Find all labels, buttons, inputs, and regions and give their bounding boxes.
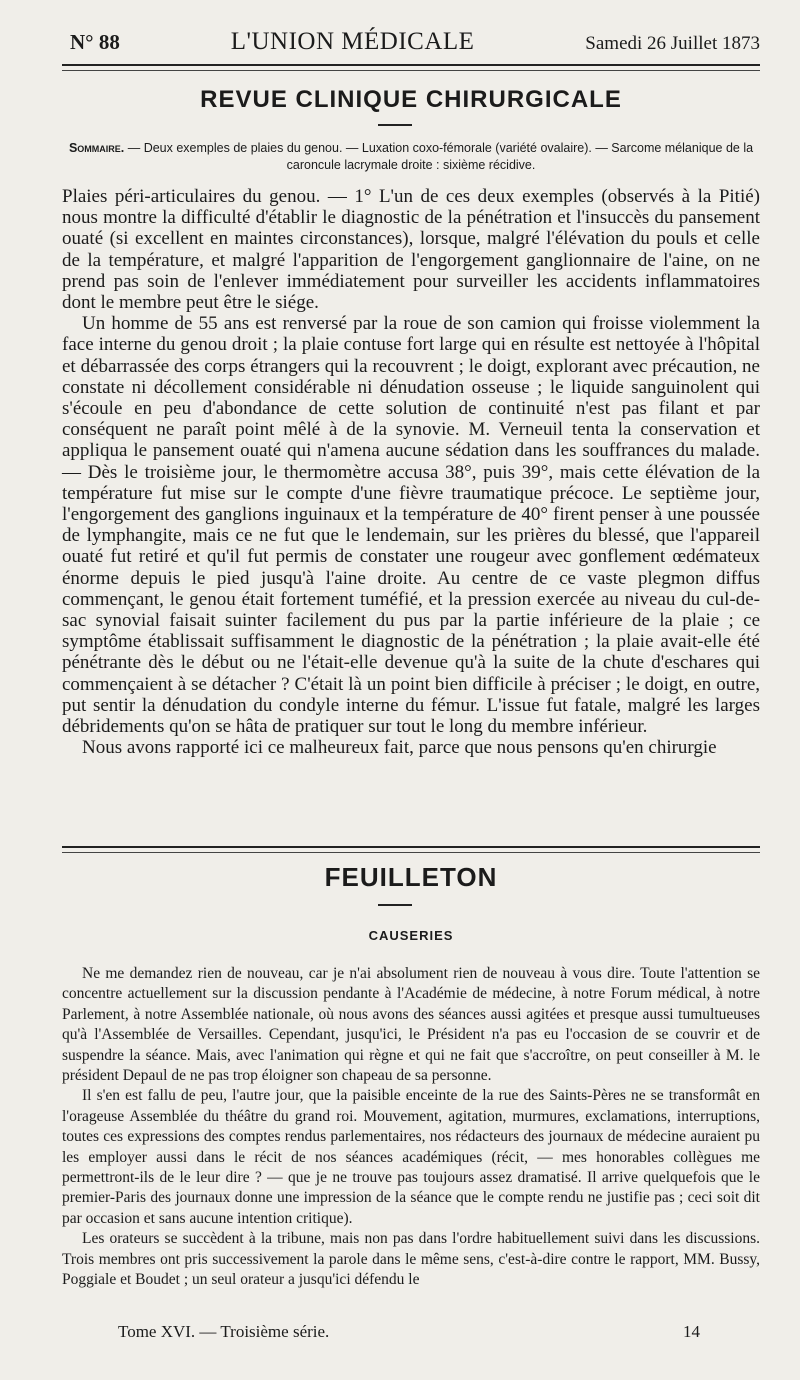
summary-label: Sommaire. xyxy=(68,141,125,155)
revue-body xyxy=(62,186,760,758)
volume-info: Tome XVI. — Troisième série. xyxy=(118,1322,330,1341)
issue-date: Samedi 26 Juillet 1873 xyxy=(585,33,760,54)
section-title-feuilleton: FEUILLETON xyxy=(324,862,498,892)
revue-paragraph: Un homme de 55 ans est renversé par la roue de son camion qui froisse violemment la face interne du genou droit ; la plaie contuse fort large qui en résulte est nettoyée à l'hôpital et débarrassée des corps étrangers qui la recouvrent ; le doigt, explorant avec précaution, ne constate ni décollement considérable ni dénudation osseuse ; le liquide sanguinolent qui s'écoule en peu d'abondance de cette solution de continuité n'est pas filant et par conséquent ne paraît point mêlé à de la synovie. M. Verneuil tenta la conservation et appliqua le pansement ouaté qui n'amena aucune sédation dans les souffrances du malade. — Dès le troisième jour, le thermomètre accusa 38°, puis 39°, mais cette élévation de la température fut mise sur le compte d'une fièvre traumatique précoce. Le septième jour, l'engorgement des ganglions inguinaux et la température de 40° firent penser à une poussée de lymphangite, mais ce ne fut que le lendemain, sur les prières du blessé, que l'appareil ouaté fut retiré et qu'il fut permis de constater une rougeur avec gonflement œdémateux énorme depuis le pied jusqu'à l'aine droite. Au centre de ce vaste plegmon diffus commençant, le genou était fortement tuméfié, et la pression exercée au niveau du cul-de-sac synovial faisait suinter facilement du pus par la partie inférieure de la plaie ; ce symptôme établissait suffisamment le diagnostic de la pénétration ; la plaie avait-elle été pénétrante dès le début ou ne l'était-elle devenue qu'à la suite de la chute d'eschares qui commençaient à se détacher ? C'était là un point bien difficile à préciser ; le doigt, en outre, put sentir la dénudation du condyle interne du fémur. L'issue fut fatale, malgré les larges débridements qu'on se hâta de pratiquer sur tout le long du membre inférieur. xyxy=(62,313,760,738)
feuilleton-rule xyxy=(62,846,760,848)
feuilleton-paragraph: Ne me demandez rien de nouveau, car je n'ai absolument rien de nouveau à vous dire. Toute l'attention se concentre actuellement sur la discussion pendante à l'Académie de médecine, à notre Forum médical, à notre Parlement, à notre Assemblée nationale, où nous avons des séances aussi agitées et presque aussi tumultueuses qu'à l'Assemblée de Versailles. Cependant, jusqu'ici, le Président n'a pas eu l'occasion de se couvrir et de suspendre la séance. Mais, avec l'animation qui règne et qui ne fait que s'accroître, on peut conseiller à M. le président Depaul de ne pas trop éloigner son chapeau de sa personne. xyxy=(62,965,760,1085)
title-divider xyxy=(378,124,412,126)
revue-paragraph: Plaies péri-articulaires du genou. — 1° L'un de ces deux exemples (observés à la Pitié) nous montre la difficulté d'établir le diagnostic de la pénétration et l'insuccès du pansement ouaté (si excellent en maintes circonstances), lorsque, malgré l'élévation du pouls et celle de la température, et malgré l'apparition de l'engorgement ganglionnaire de l'aine, on ne prend pas soin de l'enlever immédiatement pour surveiller les accidents inflammatoires dont le membre peut être le siége. xyxy=(62,186,760,314)
page-header xyxy=(70,28,760,62)
header-rule-thin xyxy=(62,70,760,71)
page-number: 14 xyxy=(683,1322,700,1341)
summary xyxy=(62,140,760,174)
header-rule xyxy=(62,64,760,66)
subtitle-causeries: CAUSERIES xyxy=(368,928,454,943)
page-footer xyxy=(118,1322,700,1342)
feuilleton-paragraph: Il s'en est fallu de peu, l'autre jour, que la paisible enceinte de la rue des Saints-Pères ne se transformât en l'orageuse Assemblée du théâtre du grand roi. Mouvement, agitation, murmures, exclamations, interruptions, toutes ces expressions des comptes rendus parlementaires, nos rédacteurs des journaux de médecine auraient pu les employer aussi dans le récit de nos séances académiques (récit, — mes honorables collègues me permettront-ils de le leur dire ? — que je ne trouve pas toujours assez dramatisé. Il arrive quelquefois que le premier-Paris des journaux donne une impression de la séance que le compte rendu ne justifie pas ; ceci soit dit par occasion et sans aucune intention critique). xyxy=(62,1087,760,1227)
feuilleton-paragraph: Les orateurs se succèdent à la tribune, mais non pas dans l'ordre habituellement suivi dans les discussions. Trois membres ont pris successivement la parole dans le même sens, c'est-à-dire contre le rapport, MM. Bussy, Poggiale et Boudet ; un seul orateur a jusqu'ici défendu le xyxy=(62,1230,760,1289)
summary-text: — Deux exemples de plaies du genou. — Luxation coxo-fémorale (variété ovalaire). — Sarcome mélanique de la caroncule lacrymale droite : sixième récidive. xyxy=(124,141,754,172)
journal-title: L'UNION MÉDICALE xyxy=(230,28,475,55)
feuilleton-body xyxy=(62,964,760,1291)
feuilleton-rule-thin xyxy=(62,852,760,853)
revue-paragraph: Nous avons rapporté ici ce malheureux fait, parce que nous pensons qu'en chirurgie xyxy=(82,737,717,759)
issue-number: N° 88 xyxy=(70,30,120,54)
section-title-revue: REVUE CLINIQUE CHIRURGICALE xyxy=(200,86,622,113)
feuilleton-divider xyxy=(378,904,412,906)
